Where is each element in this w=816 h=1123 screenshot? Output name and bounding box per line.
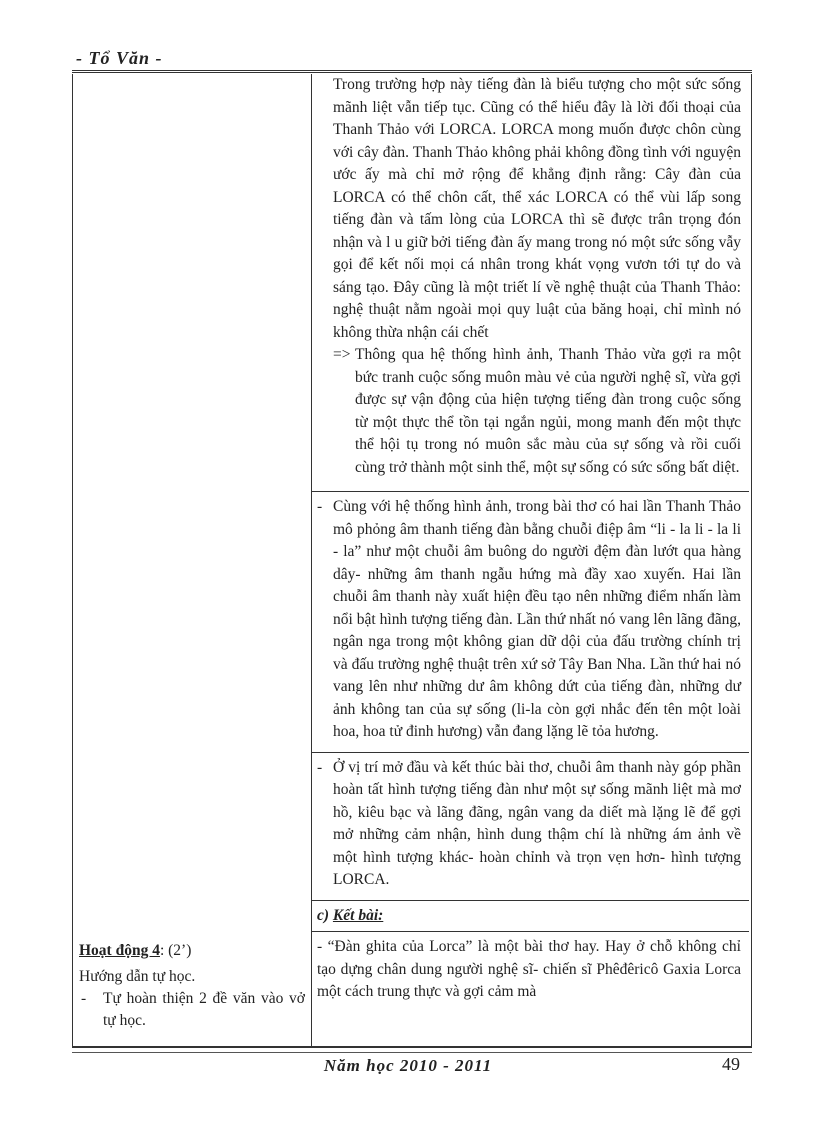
item-dash: - — [81, 990, 87, 1007]
section-label: c) — [317, 906, 330, 924]
activity-heading — [79, 940, 305, 962]
conclusion-opening-paragraph: - “Đàn ghita của Lorca” là một bài thơ hay. Hay ở chỗ không chỉ tạo dựng chân dung người nghệ sĩ- chiến sĩ Phêđêricô Gaxia Lorca một cách trung thực và gợi cảm mà — [317, 938, 741, 1000]
footer-divider — [72, 1052, 752, 1053]
left-column — [79, 940, 305, 1032]
dash-marker: - — [317, 498, 323, 515]
arrow-symbol: => — [333, 346, 351, 363]
conclusion-paragraph — [317, 344, 741, 479]
sound-imitation-paragraph — [317, 496, 741, 744]
opening-closing-paragraph — [317, 757, 741, 892]
dash-marker: - — [317, 758, 323, 776]
page-number: 49 — [722, 1054, 740, 1074]
school-year: Năm học 2010 - 2011 — [323, 1056, 493, 1075]
page-header: - Tổ Văn - — [76, 48, 163, 68]
self-study-item — [79, 988, 305, 1032]
conclusion-text: Thông qua hệ thống hình ảnh, Thanh Thảo vừa gợi ra một bức tranh cuộc sống muôn màu vẻ của người nghệ sĩ, vừa gợi được sự vận động của hiện tượng tiếng đàn trong cuộc sống từ một thực thể tồn tại ngắn ngủi, mong manh đến một thực thể hội tụ trong nó muôn sắc màu của sự sống và rồi cuối cùng trở thành một sinh thể, một sự sống có sức sống bất diệt. — [355, 346, 741, 476]
sound-imitation-text: Cùng với hệ thống hình ảnh, trong bài thơ có hai lần Thanh Thảo mô phỏng âm thanh tiếng đàn bằng chuỗi điệp âm “li - la li - la li - la” như một chuỗi âm buông do người đệm đàn lướt qua hàng dây- những âm thanh ngẫu hứng mà đầy xao xuyến. Hai lần chuỗi âm thanh này xuất hiện đều tạo nên những điểm nhấn làm nổi bật hình tượng tiếng đàn. Lần thứ nhất nó vang lên lãng đãng, ngân nga trong một không gian dữ dội của đấu trường chính trị và đấu trường nghệ thuật trên xứ sở Tây Ban Nha. Lần thứ hai nó vang lên như những dư âm không dứt của tiếng đàn, những dư ảnh không tan của sự sống (li-la còn gợi nhắc đến tên một loài hoa, hoa tử đinh hương) vẫn đang lặng lẽ tỏa hương. — [333, 498, 741, 740]
section-heading — [317, 905, 741, 928]
paragraph-symbol-meaning: Trong trường hợp này tiếng đàn là biểu tượng cho một sức sống mãnh liệt vẫn tiếp tục. Cũng có thể hiểu đây là lời đối thoại của Thanh Thảo với LORCA. LORCA mong muốn được chôn cùng với cây đàn. Thanh Thảo không phải không đồng tình với nguyện ước ấy mà chỉ mở rộng để khẳng định rằng: Cây đàn của LORCA có thể chôn cất, thể xác LORCA có thể vùi lấp song tiếng đàn và tấm lòng của LORCA thì sẽ được trân trọng đón nhận và l u giữ bởi tiếng đàn ấy mang trong nó một sức sống vẫy gọi để kết nối mọi cá nhân trong khát vọng vươn tới tự do và sáng tạo. Đây cũng là một triết lí về nghệ thuật của Thanh Thảo: nghệ thuật nằm ngoài mọi quy luật của băng hoại, chỉ mình nó không thừa nhận cái chết — [333, 76, 741, 341]
section-separator — [311, 491, 749, 492]
section-title: Kết bài: — [332, 906, 384, 924]
self-study-item-text: Tự hoàn thiện 2 đề văn vào vở tự học. — [103, 990, 305, 1029]
activity-title: Hoạt động 4 — [79, 942, 160, 959]
section-separator — [311, 931, 749, 932]
section-separator — [311, 752, 749, 753]
lesson-table — [72, 74, 752, 1048]
activity-time: : (2’) — [159, 942, 192, 959]
right-column — [317, 74, 741, 1004]
header-divider — [72, 70, 752, 73]
section-separator — [311, 900, 749, 901]
opening-closing-text: Ở vị trí mở đầu và kết thúc bài thơ, chuỗi âm thanh này góp phần hoàn tất hình tượng tiếng đàn như một sự sống mãnh liệt mà mơ hồ, kiêu bạc và lãng đãng, ngân vang da diết mà lặng lẽ để gợi mở những cảm nhận, hình dung thậm chí là những ám ảnh về một hình tượng khác- hoàn chỉnh và trọn vẹn hơn- hình tượng LORCA. — [333, 758, 741, 888]
self-study-guide: Hướng dẫn tự học. — [79, 968, 196, 985]
